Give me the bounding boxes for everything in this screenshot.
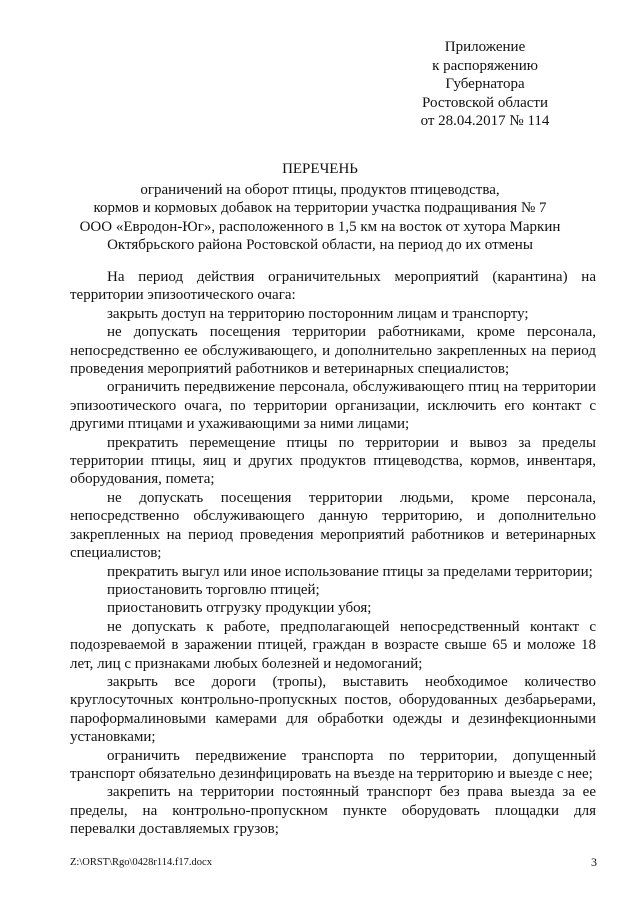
- subtitle-line-1: ограничений на оборот птицы, продуктов птицеводства,: [140, 181, 500, 198]
- paragraph-workers-access: не допускать посещения территории работниками, кроме персонала, непосредственно ее обслуживающего, и дополнительно закрепленных на период проведения мероприятий работников и ветеринарных специалистов;: [70, 324, 596, 378]
- footer-file-path: Z:\ORST\Rgo\0428r114.f17.docx: [70, 857, 212, 868]
- paragraph-trade: приостановить торговлю птицей;: [107, 581, 320, 598]
- paragraph-work-restrictions: не допускать к работе, предполагающей непосредственный контакт с подозреваемой в заражении птицей, граждан в возрасте свыше 65 и моложе 18 лет, лиц с признаками любых болезней и недомоганий;: [70, 618, 596, 672]
- appendix-block: [380, 38, 590, 131]
- paragraph-staff-movement: ограничить передвижение персонала, обслуживающего птиц на территории эпизоотического очага, по территории организации, исключить его контакт с другими птицами и ухаживающими за ними лицами;: [70, 379, 596, 433]
- subtitle-line-4: Октябрьского района Ростовской области, на период до их отмены: [107, 237, 533, 254]
- title-block: [60, 160, 580, 255]
- subtitle-line-3: ООО «Евродон-Юг», расположенного в 1,5 км на восток от хутора Маркин: [79, 218, 561, 235]
- appendix-line-5: от 28.04.2017 № 114: [420, 113, 550, 130]
- paragraph-slaughter-shipping: приостановить отгрузку продукции убоя;: [107, 600, 372, 617]
- appendix-line-1: Приложение: [444, 39, 526, 55]
- subtitle-line-2: кормов и кормовых добавок на территории участка подращивания № 7: [93, 200, 547, 217]
- document-heading: ПЕРЕЧЕНЬ: [282, 161, 358, 177]
- appendix-line-3: Губернатора: [445, 76, 525, 93]
- paragraph-intro: На период действия ограничительных мероприятий (карантина) на территории эпизоотического очага:: [70, 269, 596, 304]
- paragraph-permanent-transport: закрепить на территории постоянный транспорт без права выезда за ее пределы, на контрольно-пропускном пункте оборудовать площадки для перевалки доставляемых грузов;: [70, 784, 596, 838]
- document-body: [70, 268, 596, 839]
- paragraph-people-access: не допускать посещения территории людьми, кроме персонала, непосредственно обслуживающего данную территорию, и дополнительно закрепленных на период проведения мероприятий работников и ветеринарных специалистов;: [70, 489, 596, 562]
- page-number: 3: [591, 855, 597, 869]
- appendix-line-2: к распоряжению: [432, 57, 538, 74]
- paragraph-transport-movement: ограничить передвижение транспорта по территории, допущенный транспорт обязательно дезинфицировать на въезде на территорию и выезде с нее;: [70, 747, 596, 782]
- paragraph-outdoor-use: прекратить выгул или иное использование птицы за пределами территории;: [107, 563, 593, 580]
- paragraph-bird-movement: прекратить перемещение птицы по территории и вывоз за пределы территории птицы, яиц и других продуктов птицеводства, кормов, инвентаря, оборудования, помета;: [70, 434, 596, 488]
- paragraph-roads-checkpoints: закрыть все дороги (тропы), выставить необходимое количество круглосуточных контрольно-пропускных постов, оборудованных дезбарьерами, пароформалиновыми камерами для обработки одежды и дезинфекционными установками;: [70, 673, 596, 746]
- appendix-line-4: Ростовской области: [422, 94, 548, 111]
- paragraph-restrict-access: закрыть доступ на территорию посторонним лицам и транспорту;: [107, 305, 529, 322]
